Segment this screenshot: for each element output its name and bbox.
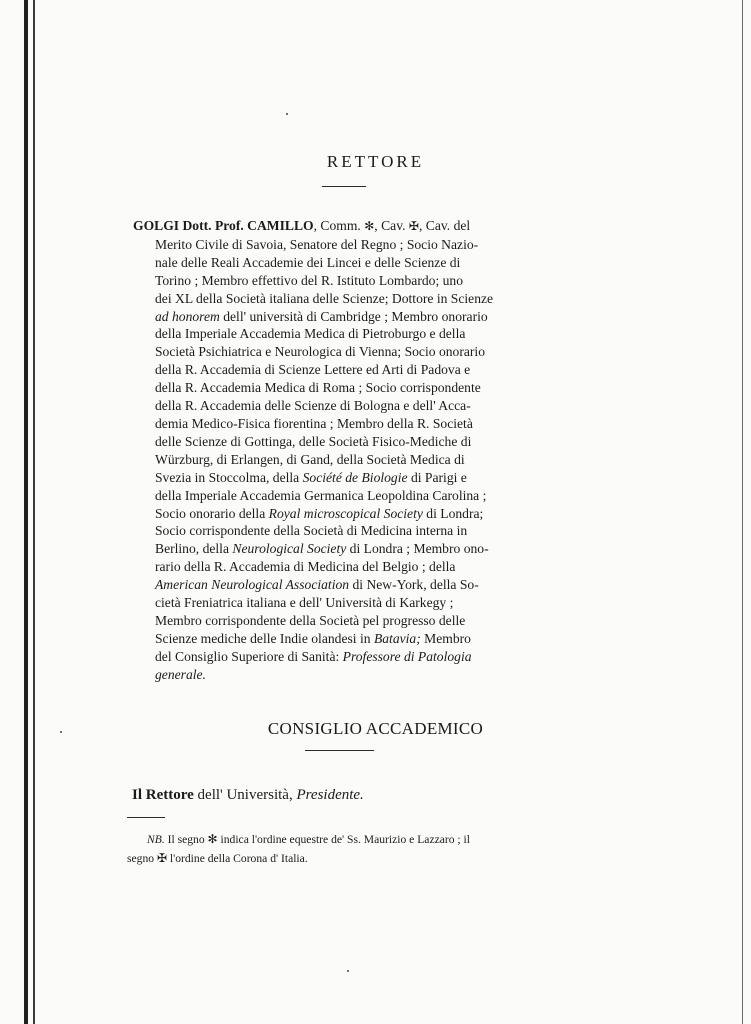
text-run: Scienze mediche delle Indie olandesi in — [155, 630, 374, 646]
text-run: di Londra; — [422, 505, 484, 521]
text-run: della R. Accademia di Scienze Lettere ed Arti di Padova e — [155, 362, 471, 378]
text-run: Würzburg, di Erlangen, di Gand, della Società Medica di — [155, 451, 465, 467]
text-run: GOLGI Dott. Prof. CAMILLO — [133, 218, 314, 233]
text-line — [133, 576, 553, 594]
text-run: Professore di Patologia — [342, 648, 472, 664]
footnote-text: Il segno — [164, 833, 208, 846]
text-line — [133, 630, 553, 648]
text-line — [133, 451, 553, 469]
presidente-title: Presidente. — [296, 787, 364, 803]
text-run: dell' università di Cambridge ; Membro onorario — [219, 308, 488, 324]
heading-rule — [322, 186, 366, 187]
consiglio-heading: CONSIGLIO ACCADEMICO — [267, 719, 484, 738]
text-run: della Imperiale Accademia Germanica Leopoldina Carolina ; — [155, 487, 487, 503]
text-run: di Parigi e — [407, 469, 467, 485]
text-line — [133, 217, 553, 236]
text-run: Société de Biologie — [302, 469, 408, 485]
heading-rule — [305, 750, 374, 751]
order-symbol-icon: ✻ — [207, 832, 218, 846]
text-line — [133, 558, 553, 576]
text-run: American Neurological Association — [155, 577, 350, 593]
text-run: Berlino, della — [155, 541, 233, 557]
text-run: Membro — [420, 630, 471, 646]
text-line — [133, 540, 553, 558]
text-run: rario della R. Accademia di Medicina del Belgio ; della — [155, 559, 456, 575]
text-run: , Comm. — [313, 218, 365, 233]
rettore-entry — [133, 217, 553, 684]
text-line — [133, 361, 553, 379]
text-line — [133, 612, 553, 630]
text-line — [133, 379, 553, 397]
text-line — [133, 469, 553, 487]
text-line — [133, 254, 553, 272]
text-run: Socio corrispondente della Società di Medicina interna in — [155, 523, 468, 539]
speck — [347, 970, 349, 972]
speck — [286, 113, 288, 115]
text-run: Torino ; Membro effettivo del R. Istituto Lombardo; uno — [155, 272, 464, 288]
text-run: Merito Civile di Savoia, Senatore del Regno ; Socio Nazio- — [155, 236, 479, 252]
text-run: nale delle Reali Accademie dei Lincei e delle Scienze di — [155, 254, 461, 270]
text-line — [133, 648, 553, 666]
text-line — [133, 505, 553, 523]
footnote-line-1 — [127, 830, 557, 849]
crown-order-icon: ✠ — [156, 851, 168, 865]
text-run: , Cav. — [374, 218, 409, 233]
text-run: Batavia; — [373, 630, 421, 646]
text-run: della Imperiale Accademia Medica di Pietroburgo e della — [155, 326, 466, 342]
text-run: dei XL della Società italiana delle Scienze; Dottore in Scienze — [155, 290, 494, 306]
text-run: cietà Freniatrica italiana e dell' Università di Karkegy ; — [155, 595, 454, 611]
text-line — [133, 522, 553, 540]
text-run: Neurological Society — [232, 541, 347, 557]
text-run: di Londra ; Membro ono- — [346, 541, 489, 557]
footnote-nb: NB. — [147, 833, 165, 846]
presidente-line — [132, 787, 364, 804]
presidente-rest: dell' Università, — [193, 787, 297, 803]
text-line — [133, 272, 553, 290]
text-line — [133, 415, 553, 433]
text-line — [133, 290, 553, 308]
order-symbol-icon: ✠ — [408, 219, 419, 233]
text-line — [133, 325, 553, 343]
footnote-line-2 — [127, 849, 557, 868]
text-run: di New-York, della So- — [349, 577, 479, 593]
text-line — [133, 397, 553, 415]
text-run: Membro corrispondente della Società pel progresso delle — [155, 612, 466, 628]
footnote-rule — [127, 817, 165, 818]
text-run: generale. — [155, 666, 206, 682]
text-line — [133, 666, 553, 684]
text-line — [133, 487, 553, 505]
text-run: Royal microscopical Society — [268, 505, 423, 521]
text-run: , Cav. del — [418, 218, 471, 233]
order-symbol-icon: ✻ — [364, 219, 375, 233]
footnote-text: segno — [127, 852, 157, 865]
text-run: demia Medico-Fisica fiorentina ; Membro della R. Società — [155, 415, 473, 431]
text-run: ad honorem — [155, 308, 220, 324]
text-run: della R. Accademia Medica di Roma ; Socio corrispondente — [155, 380, 481, 396]
text-line — [133, 236, 553, 254]
text-run: del Consiglio Superiore di Sanità: — [155, 648, 343, 664]
text-run: della R. Accademia delle Scienze di Bologna e dell' Acca- — [155, 398, 471, 414]
text-line — [133, 433, 553, 451]
text-run: Socio onorario della — [155, 505, 269, 521]
text-line — [133, 343, 553, 361]
footnote-text: l'ordine della Corona d' Italia. — [167, 852, 308, 865]
rettore-heading: RETTORE — [326, 152, 425, 171]
text-run: Svezia in Stoccolma, della — [155, 469, 303, 485]
text-run: Società Psichiatrica e Neurologica di Vienna; Socio onorario — [155, 344, 485, 360]
text-run: delle Scienze di Gottinga, delle Società Fisico-Mediche di — [155, 433, 472, 449]
footnote-text: indica l'ordine equestre de' Ss. Maurizio e Lazzaro ; il — [217, 833, 470, 846]
text-line — [133, 308, 553, 326]
presidente-role: Il Rettore — [132, 787, 194, 803]
footnote — [127, 830, 557, 868]
text-line — [133, 594, 553, 612]
